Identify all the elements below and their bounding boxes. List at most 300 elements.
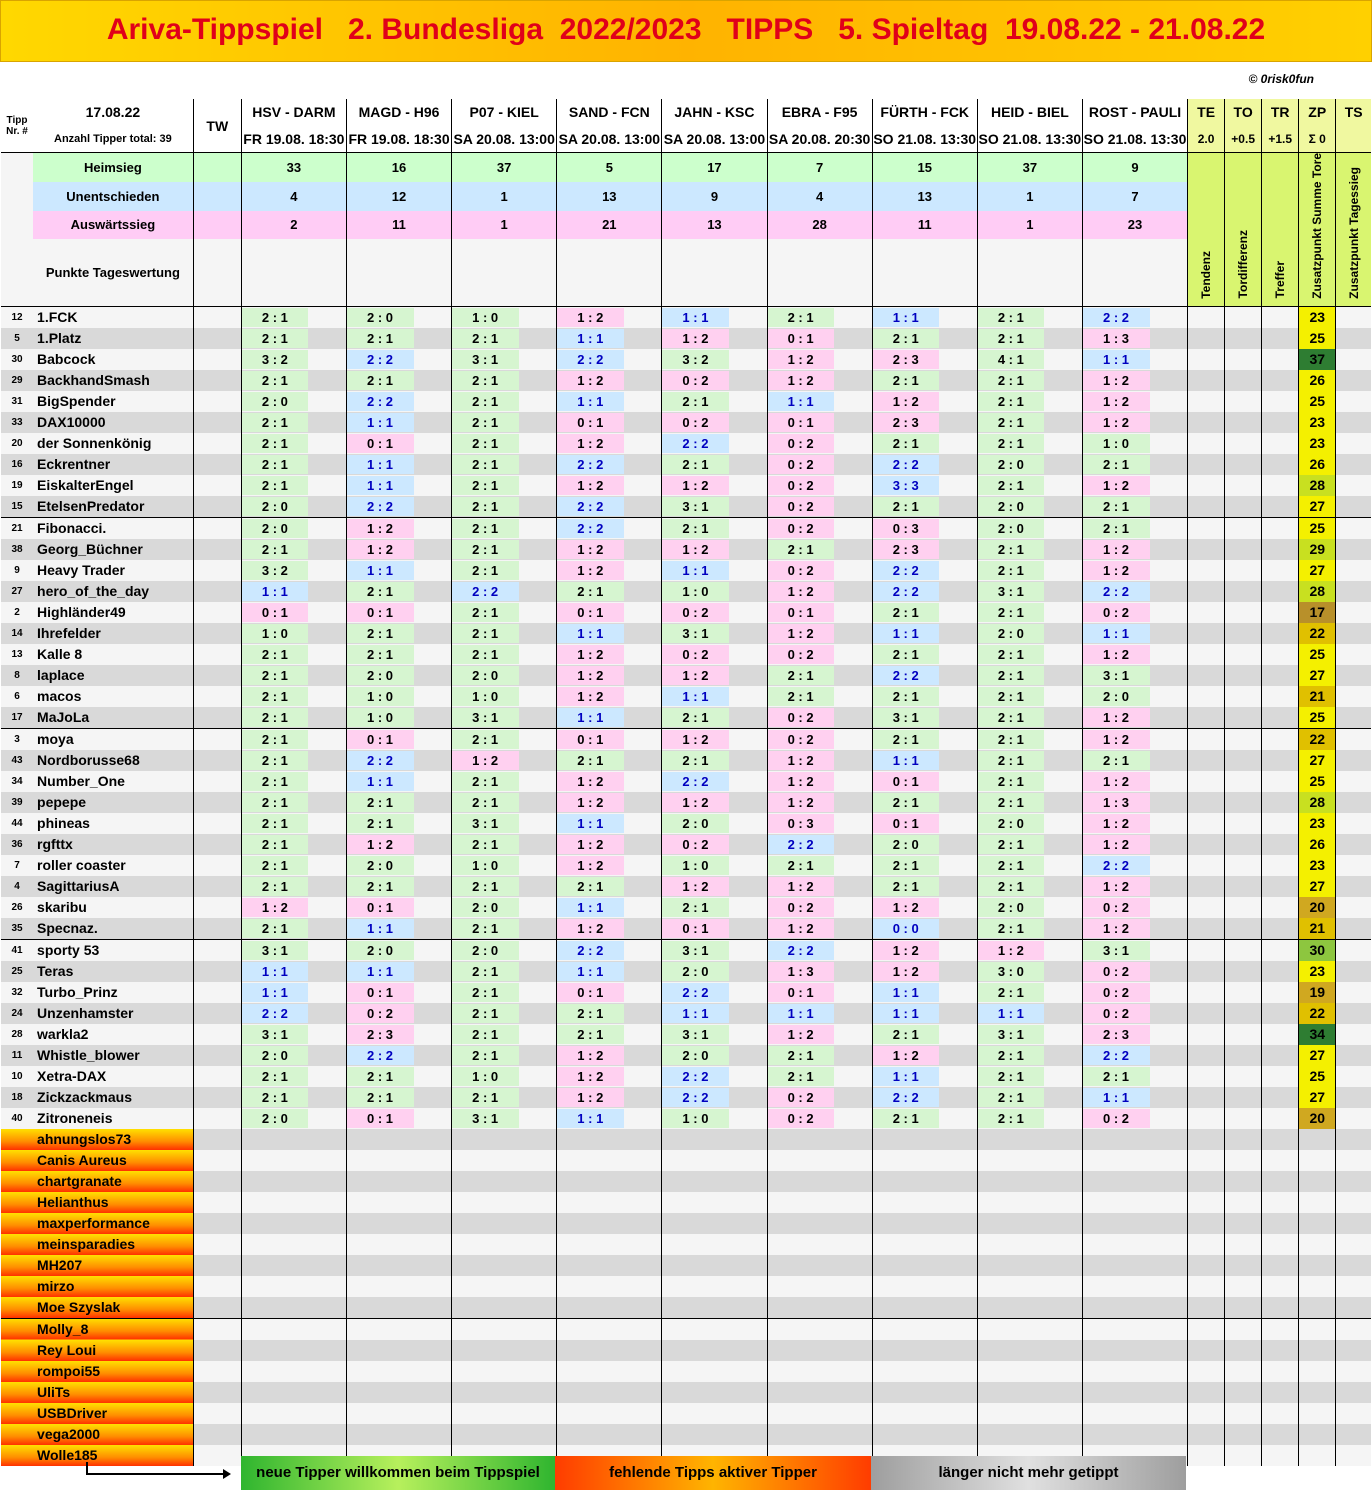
tip-cell: 1 : 1 [557, 329, 624, 348]
tipper-name: Heavy Trader [33, 560, 193, 581]
stats-count: 13 [557, 182, 662, 211]
tipper-nr: 25 [1, 961, 33, 982]
total-tippers: Anzahl Tipper total: 39 [54, 132, 172, 145]
score-col-code: TR [1262, 99, 1299, 125]
tip-cell: 2 : 1 [1083, 1067, 1150, 1086]
match-time: FR 19.08. 18:30 [241, 125, 346, 153]
zp-points: 21 [1299, 686, 1336, 707]
match-time: SA 20.08. 13:00 [452, 125, 557, 153]
tip-cell: 2 : 1 [452, 730, 519, 749]
tip-cell: 1 : 2 [662, 730, 729, 749]
tip-cell: 2 : 1 [977, 983, 1044, 1002]
tip-cell: 0 : 1 [767, 329, 834, 348]
tipper-nr: 5 [1, 328, 33, 349]
tip-cell: 1 : 1 [1083, 1088, 1150, 1107]
tip-cell: 1 : 2 [662, 540, 729, 559]
zp-points: 23 [1299, 855, 1336, 876]
tipper-row [1, 1087, 1371, 1108]
tip-cell: 2 : 1 [662, 751, 729, 770]
tip-cell: 2 : 1 [452, 561, 519, 580]
zp-points: 23 [1299, 433, 1336, 454]
tip-cell: 2 : 1 [977, 645, 1044, 664]
tipper-row [1, 897, 1371, 918]
missing-tipper-row [1, 1171, 1371, 1192]
tip-cell: 1 : 2 [1083, 371, 1150, 390]
tip-cell: 2 : 1 [241, 814, 308, 833]
tip-cell: 2 : 1 [872, 1025, 939, 1044]
tip-cell: 0 : 2 [662, 645, 729, 664]
tipper-row [1, 517, 1371, 539]
tipper-name: MaJoLa [33, 707, 193, 729]
tip-cell: 2 : 1 [557, 1004, 624, 1023]
zp-points: 25 [1299, 391, 1336, 412]
tip-cell: 1 : 1 [662, 687, 729, 706]
tip-cell: 1 : 2 [767, 877, 834, 896]
tip-cell: 0 : 2 [767, 455, 834, 474]
tip-cell: 1 : 1 [347, 561, 414, 580]
tipper-nr: 30 [1, 349, 33, 370]
tip-cell: 2 : 2 [452, 582, 519, 601]
zp-points: 25 [1299, 1066, 1336, 1087]
tip-cell: 1 : 0 [347, 708, 414, 727]
tipper-name: Number_One [33, 771, 193, 792]
tip-cell: 2 : 0 [241, 497, 308, 516]
zp-points: 30 [1299, 939, 1336, 961]
tipper-nr: 40 [1, 1108, 33, 1129]
tip-cell: 1 : 2 [767, 751, 834, 770]
tip-cell: 2 : 1 [557, 751, 624, 770]
tip-cell: 1 : 2 [767, 582, 834, 601]
tip-cell: 1 : 1 [872, 751, 939, 770]
tip-cell: 1 : 1 [347, 476, 414, 495]
tip-cell: 0 : 2 [767, 497, 834, 516]
stats-count: 15 [872, 153, 977, 182]
stats-count: 4 [767, 182, 872, 211]
score-col-label-text: Tendenz [1199, 251, 1214, 299]
tipper-row [1, 813, 1371, 834]
tip-cell: 2 : 1 [241, 751, 308, 770]
stats-label: Unentschieden [33, 182, 193, 211]
tip-cell: 2 : 1 [1083, 751, 1150, 770]
tip-cell: 2 : 2 [767, 835, 834, 854]
missing-tipper-row [1, 1213, 1371, 1234]
tipper-name: warkla2 [33, 1024, 193, 1045]
tip-cell: 1 : 2 [557, 666, 624, 685]
tip-cell: 1 : 0 [662, 582, 729, 601]
tipper-nr: 14 [1, 623, 33, 644]
missing-tipper-name: ahnungslos73 [33, 1129, 193, 1150]
tipper-row [1, 328, 1371, 349]
tip-cell: 2 : 1 [241, 772, 308, 791]
tip-cell: 1 : 1 [662, 308, 729, 327]
tip-cell: 2 : 1 [872, 877, 939, 896]
stats-count: 28 [767, 211, 872, 240]
tipper-nr: 19 [1, 475, 33, 496]
tipper-nr: 6 [1, 686, 33, 707]
tipper-nr: 10 [1, 1066, 33, 1087]
tipper-name: moya [33, 728, 193, 750]
tipper-name: roller coaster [33, 855, 193, 876]
match-teams: JAHN - KSC [662, 99, 767, 125]
tip-cell: 1 : 2 [767, 793, 834, 812]
tip-cell: 2 : 1 [977, 877, 1044, 896]
tip-cell: 1 : 2 [557, 645, 624, 664]
match-time: SA 20.08. 13:00 [557, 125, 662, 153]
tipper-name: Unzenhamster [33, 1003, 193, 1024]
tip-cell: 0 : 1 [662, 919, 729, 938]
tip-cell: 0 : 2 [662, 835, 729, 854]
tip-cell: 0 : 2 [767, 561, 834, 580]
tip-cell: 2 : 0 [872, 835, 939, 854]
tip-cell: 1 : 2 [557, 476, 624, 495]
score-col-code: TO [1225, 99, 1262, 125]
tip-cell: 1 : 2 [557, 308, 624, 327]
score-col-value: +1.5 [1262, 125, 1299, 153]
page-title: Ariva-Tippspiel 2. Bundesliga 2022/2023 TIPPS 5. Spieltag 19.08.22 - 21.08.22 [106, 13, 1266, 46]
tip-cell: 2 : 1 [977, 603, 1044, 622]
tip-cell: 2 : 2 [767, 941, 834, 960]
tip-cell: 1 : 2 [1083, 835, 1150, 854]
tipper-name: SagittariusA [33, 876, 193, 897]
tip-cell: 2 : 0 [241, 1046, 308, 1065]
zp-points: 21 [1299, 918, 1336, 940]
tip-cell: 3 : 1 [241, 1025, 308, 1044]
tip-cell: 2 : 1 [241, 835, 308, 854]
tipper-row [1, 349, 1371, 370]
tip-cell: 2 : 1 [977, 772, 1044, 791]
tipper-nr: 7 [1, 855, 33, 876]
tip-cell: 2 : 2 [1083, 856, 1150, 875]
zp-points: 25 [1299, 644, 1336, 665]
tip-cell: 1 : 0 [662, 856, 729, 875]
tip-cell: 1 : 2 [1083, 877, 1150, 896]
tip-cell: 2 : 1 [452, 877, 519, 896]
tipper-name: Whistle_blower [33, 1045, 193, 1066]
tip-cell: 2 : 1 [872, 497, 939, 516]
stats-count: 11 [872, 211, 977, 240]
copyright: © 0risk0fun [1248, 72, 1314, 86]
punkte-label: Punkte Tageswertung [33, 239, 193, 306]
tip-cell: 1 : 2 [1083, 708, 1150, 727]
stats-count: 5 [557, 153, 662, 182]
tip-cell: 1 : 2 [557, 687, 624, 706]
tip-cell: 2 : 1 [872, 645, 939, 664]
tip-cell: 3 : 1 [662, 941, 729, 960]
tip-cell: 2 : 1 [872, 793, 939, 812]
tipper-row [1, 961, 1371, 982]
tip-cell: 1 : 1 [241, 962, 308, 981]
stats-row-auswaertssieg [1, 211, 1371, 240]
tip-cell: 1 : 2 [767, 772, 834, 791]
zp-points: 23 [1299, 961, 1336, 982]
tip-cell: 2 : 2 [557, 455, 624, 474]
zp-points: 19 [1299, 982, 1336, 1003]
tip-cell: 2 : 1 [767, 1046, 834, 1065]
stats-count: 13 [872, 182, 977, 211]
tipper-row [1, 475, 1371, 496]
tipper-name: phineas [33, 813, 193, 834]
stats-count: 7 [1082, 182, 1187, 211]
tip-cell: 1 : 0 [241, 624, 308, 643]
tipper-name: Kalle 8 [33, 644, 193, 665]
tip-cell: 1 : 2 [662, 793, 729, 812]
tip-cell: 2 : 1 [977, 329, 1044, 348]
tip-cell: 0 : 1 [557, 603, 624, 622]
tip-cell: 2 : 1 [977, 1067, 1044, 1086]
score-col-label-text: Treffer [1273, 261, 1288, 299]
tipper-name: sporty 53 [33, 939, 193, 961]
zp-points: 17 [1299, 602, 1336, 623]
tip-cell: 1 : 2 [347, 835, 414, 854]
tip-cell: 1 : 0 [347, 687, 414, 706]
tip-cell: 1 : 1 [557, 708, 624, 727]
tip-cell: 0 : 1 [557, 983, 624, 1002]
tipper-row [1, 750, 1371, 771]
missing-tipper-name: Helianthus [33, 1192, 193, 1213]
zp-points: 20 [1299, 1108, 1336, 1129]
zp-points: 34 [1299, 1024, 1336, 1045]
stats-count: 21 [557, 211, 662, 240]
tipper-nr: 36 [1, 834, 33, 855]
missing-tipper-name: Canis Aureus [33, 1150, 193, 1171]
tip-cell: 1 : 1 [557, 1109, 624, 1128]
tip-cell: 0 : 2 [662, 603, 729, 622]
tip-cell: 1 : 1 [1083, 350, 1150, 369]
tip-cell: 1 : 2 [662, 329, 729, 348]
tip-cell: 2 : 1 [452, 392, 519, 411]
tip-cell: 2 : 0 [662, 1046, 729, 1065]
tip-cell: 0 : 2 [1083, 983, 1150, 1002]
tip-cell: 1 : 1 [872, 624, 939, 643]
tip-cell: 2 : 1 [662, 392, 729, 411]
tip-cell: 2 : 1 [241, 1067, 308, 1086]
tip-cell: 2 : 1 [452, 497, 519, 516]
tip-cell: 3 : 1 [1083, 666, 1150, 685]
stats-count: 2 [241, 211, 346, 240]
tip-cell: 0 : 1 [347, 1109, 414, 1128]
tip-cell: 0 : 1 [347, 434, 414, 453]
missing-tipper-row [1, 1276, 1371, 1297]
tip-cell: 1 : 1 [241, 582, 308, 601]
score-col-label-text: Zusatzpunkt Summe Tore [1310, 153, 1325, 299]
tip-cell: 2 : 3 [872, 350, 939, 369]
tip-cell: 2 : 2 [1083, 582, 1150, 601]
tip-cell: 2 : 1 [977, 561, 1044, 580]
score-col-code: TE [1188, 99, 1225, 125]
tip-cell: 1 : 1 [557, 814, 624, 833]
tip-cell: 1 : 2 [1083, 540, 1150, 559]
tip-cell: 1 : 2 [557, 919, 624, 938]
stats-count: 11 [346, 211, 451, 240]
tip-cell: 2 : 1 [241, 329, 308, 348]
match-time: FR 19.08. 18:30 [346, 125, 451, 153]
tip-cell: 0 : 2 [662, 413, 729, 432]
tip-cell: 2 : 1 [452, 962, 519, 981]
tip-cell: 0 : 3 [767, 814, 834, 833]
tip-cell: 2 : 1 [241, 476, 308, 495]
tipp-nr-header: Tipp Nr. # [6, 114, 28, 137]
missing-tipper-name: Moe Szyslak [33, 1297, 193, 1319]
tip-cell: 3 : 3 [872, 476, 939, 495]
tipper-name: Turbo_Prinz [33, 982, 193, 1003]
tipper-nr: 32 [1, 982, 33, 1003]
match-teams: SAND - FCN [557, 99, 662, 125]
score-col-label-text: Tordifferenz [1236, 230, 1251, 299]
tip-cell: 2 : 1 [977, 308, 1044, 327]
tip-cell: 0 : 0 [872, 919, 939, 938]
missing-tipper-name: rompoi55 [33, 1361, 193, 1382]
tip-cell: 2 : 1 [241, 455, 308, 474]
tip-cell: 2 : 1 [872, 603, 939, 622]
tipper-name: macos [33, 686, 193, 707]
tip-cell: 2 : 0 [452, 941, 519, 960]
tip-cell: 2 : 1 [452, 793, 519, 812]
tip-cell: 2 : 0 [241, 519, 308, 538]
zp-points: 26 [1299, 834, 1336, 855]
tipper-row [1, 560, 1371, 581]
tipper-name: EiskalterEngel [33, 475, 193, 496]
tip-cell: 2 : 0 [347, 308, 414, 327]
tip-cell: 0 : 2 [347, 1004, 414, 1023]
stats-row-heimsieg [1, 153, 1371, 182]
missing-tipper-name: MH207 [33, 1255, 193, 1276]
tip-cell: 2 : 1 [452, 603, 519, 622]
tip-cell: 3 : 1 [452, 814, 519, 833]
tip-cell: 2 : 0 [347, 666, 414, 685]
tip-cell: 0 : 2 [1083, 1109, 1150, 1128]
zp-points: 23 [1299, 306, 1336, 328]
tipper-nr: 27 [1, 581, 33, 602]
zp-points: 27 [1299, 750, 1336, 771]
tip-cell: 2 : 1 [977, 751, 1044, 770]
match-teams: EBRA - F95 [767, 99, 872, 125]
tipper-name: Highländer49 [33, 602, 193, 623]
tip-cell: 0 : 1 [872, 772, 939, 791]
missing-tipper-name: maxperformance [33, 1213, 193, 1234]
tip-cell: 2 : 1 [347, 645, 414, 664]
tipper-name: Specnaz. [33, 918, 193, 940]
score-col-label [1188, 153, 1225, 307]
tip-cell: 1 : 1 [1083, 624, 1150, 643]
arrow-icon [85, 1456, 235, 1490]
tip-cell: 0 : 1 [557, 413, 624, 432]
tip-cell: 1 : 1 [872, 1067, 939, 1086]
tip-cell: 1 : 2 [241, 898, 308, 917]
header-row-1 [1, 99, 1371, 125]
tip-cell: 1 : 2 [557, 1067, 624, 1086]
missing-tipper-row [1, 1403, 1371, 1424]
tipper-nr: 21 [1, 517, 33, 539]
tip-cell: 1 : 2 [557, 793, 624, 812]
tip-cell: 2 : 1 [241, 708, 308, 727]
tipper-name: Fibonacci. [33, 517, 193, 539]
legend-arrow [80, 1456, 240, 1490]
score-col-label [1336, 153, 1371, 307]
tip-cell: 2 : 3 [347, 1025, 414, 1044]
tip-cell: 1 : 2 [1083, 561, 1150, 580]
tip-cell: 0 : 2 [767, 519, 834, 538]
tip-cell: 1 : 2 [557, 1046, 624, 1065]
tip-cell: 2 : 3 [1083, 1025, 1150, 1044]
zp-points: 25 [1299, 707, 1336, 729]
tip-cell: 0 : 1 [347, 983, 414, 1002]
tip-cell: 0 : 1 [347, 603, 414, 622]
tip-cell: 1 : 1 [977, 1004, 1044, 1023]
tipper-nr: 26 [1, 897, 33, 918]
tip-cell: 2 : 0 [662, 814, 729, 833]
score-col-code: ZP [1299, 99, 1336, 125]
tip-cell: 2 : 1 [452, 835, 519, 854]
tipper-row [1, 982, 1371, 1003]
tip-cell: 3 : 1 [977, 582, 1044, 601]
stats-label: Heimsieg [33, 153, 193, 182]
tip-cell: 2 : 1 [452, 624, 519, 643]
date-cell: 17.08.22 [85, 104, 141, 120]
zp-points: 27 [1299, 1045, 1336, 1066]
tip-cell: 2 : 2 [347, 751, 414, 770]
punkte-row [1, 239, 1371, 306]
tip-cell: 3 : 1 [977, 1025, 1044, 1044]
missing-tipper-row [1, 1297, 1371, 1319]
tipper-row [1, 623, 1371, 644]
tip-cell: 1 : 0 [452, 687, 519, 706]
tip-cell: 1 : 2 [347, 540, 414, 559]
tip-cell: 2 : 1 [452, 476, 519, 495]
tip-cell: 1 : 2 [1083, 413, 1150, 432]
tip-cell: 2 : 1 [977, 730, 1044, 749]
tipper-row [1, 792, 1371, 813]
tipper-row [1, 370, 1371, 391]
tip-cell: 2 : 1 [977, 919, 1044, 938]
tip-cell: 2 : 1 [872, 856, 939, 875]
tip-cell: 2 : 1 [241, 308, 308, 327]
tip-cell: 1 : 0 [452, 308, 519, 327]
tip-cell: 2 : 1 [977, 708, 1044, 727]
tip-cell: 2 : 2 [347, 1046, 414, 1065]
tip-cell: 2 : 0 [977, 455, 1044, 474]
tipper-nr: 18 [1, 1087, 33, 1108]
tip-cell: 2 : 1 [977, 371, 1044, 390]
tip-cell: 2 : 2 [662, 1088, 729, 1107]
score-col-label-text: Zusatzpunkt Tagessieg [1346, 166, 1361, 299]
tip-cell: 2 : 2 [557, 497, 624, 516]
stats-row-unentschieden [1, 182, 1371, 211]
tip-cell: 1 : 2 [767, 350, 834, 369]
tip-cell: 1 : 2 [1083, 730, 1150, 749]
tipper-name: Nordborusse68 [33, 750, 193, 771]
tip-cell: 2 : 1 [767, 1067, 834, 1086]
missing-tipper-row [1, 1424, 1371, 1445]
tip-cell: 2 : 1 [557, 1025, 624, 1044]
tip-cell: 2 : 2 [241, 1004, 308, 1023]
tip-cell: 1 : 2 [557, 772, 624, 791]
tip-cell: 1 : 2 [557, 540, 624, 559]
tipper-nr: 8 [1, 665, 33, 686]
tip-cell: 2 : 1 [977, 666, 1044, 685]
tipper-nr: 9 [1, 560, 33, 581]
tip-cell: 0 : 2 [767, 730, 834, 749]
missing-tipper-name: mirzo [33, 1276, 193, 1297]
tip-cell: 2 : 1 [872, 371, 939, 390]
missing-tipper-row [1, 1318, 1371, 1340]
zp-points: 23 [1299, 813, 1336, 834]
zp-points: 26 [1299, 370, 1336, 391]
stats-count: 37 [977, 153, 1082, 182]
zp-points: 27 [1299, 496, 1336, 518]
tip-cell: 4 : 1 [977, 350, 1044, 369]
tip-cell: 0 : 2 [1083, 962, 1150, 981]
tip-cell: 1 : 1 [241, 983, 308, 1002]
